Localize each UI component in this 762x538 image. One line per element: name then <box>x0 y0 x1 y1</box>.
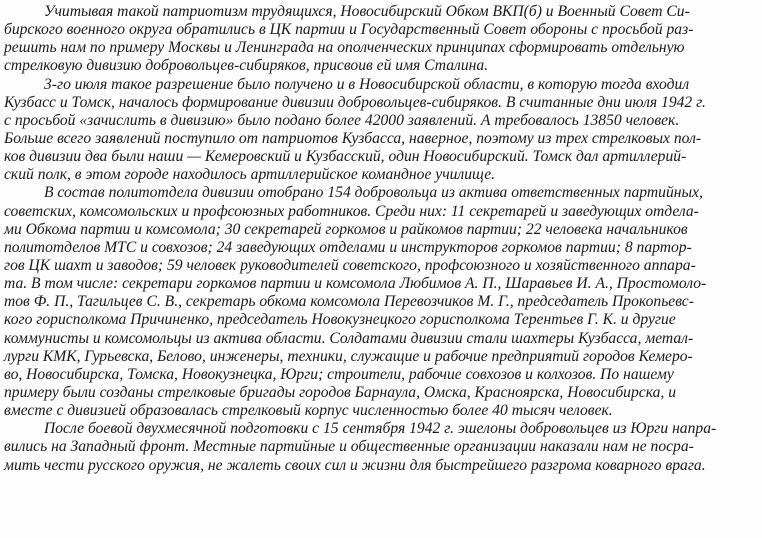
paragraph-appeal <box>4 3 758 76</box>
text-line: та. В том числе: секретари горкомов партии и комсомола Любимов А. П., Шаравьев И. А., Простомоло- <box>4 275 707 293</box>
text-line: 3-го июля такое разрешение было получено и в Новосибирской области, в которую тогда входил <box>44 75 690 93</box>
paragraph-departure <box>4 420 758 474</box>
text-line: вместе с дивизией образовалась стрелковый корпус численностью более 40 тысяч человек. <box>4 402 613 420</box>
text-line: кого горисполкома Причиненко, председатель Новокузнецкого горисполкома Терентьев Г. К. и другие <box>4 311 676 329</box>
text-line: ков дивизии два были наши — Кемеровский и Кузбасский, один Новосибирский. Томск дал артиллерий- <box>4 148 687 166</box>
text-line: лурги КМК, Гурьевска, Белово, инженеры, техники, служащие и рабочие предприятий городов Кемеро- <box>4 347 693 365</box>
text-line: Больше всего заявлений поступило от патриотов Кузбасса, наверное, поэтому из трех стрелковых пол- <box>4 129 702 147</box>
text-line: гов ЦК шахт и заводов; 59 человек руководителей советского, профсоюзного и хозяйственного аппара- <box>4 256 696 274</box>
paragraph-political-department <box>4 184 758 420</box>
paragraph-formation <box>4 76 758 185</box>
text-line: политотделов МТС и совхозов; 24 заведующих отделами и инструкторов горкомов партии; 8 партор- <box>4 238 692 256</box>
text-line: ский полк, в этом городе находилось артиллерийское командное училище. <box>4 166 496 184</box>
text-line: вились на Западный фронт. Местные партийные и общественные организации наказали нам не посра- <box>4 438 694 456</box>
document-body <box>4 3 758 475</box>
text-line: Учитывая такой патриотизм трудящихся, Новосибирский Обком ВКП(б) и Военный Совет Си- <box>44 3 690 20</box>
text-line: В состав политотдела дивизии отобрано 154 добровольца из актива ответственных партийных, <box>44 184 703 202</box>
text-line: стрелковую дивизию добровольцев-сибиряков, присвоив ей имя Сталина. <box>4 57 489 75</box>
text-line: решить нам по примеру Москвы и Ленинграда на ополченческих принципах сформировать отдельную <box>4 39 685 57</box>
text-line: бирского военного округа обратились в ЦК партии и Государственный Совет обороны с просьбой раз- <box>4 21 694 39</box>
text-line: во, Новосибирска, Томска, Новокузнецка, Юрги; строители, рабочие совхозов и колхозов. По нашему <box>4 365 674 383</box>
text-line: советских, комсомольских и профсоюзных работников. Среди них: 11 секретарей и заведующих отдела- <box>4 202 699 220</box>
text-line: примеру были созданы стрелковые бригады городов Барнаула, Омска, Красноярска, Новосибирска, и <box>4 383 676 401</box>
text-line: Кузбасс и Томск, началось формирование дивизии добровольцев-сибиряков. В считанные дни июля 1942 г. <box>4 93 706 111</box>
text-line: ми Обкома партии и комсомола; 30 секретарей горкомов и райкомов партии; 22 человека начальников <box>4 220 688 238</box>
text-line: тов Ф. П., Тагильцев С. В., секретарь обкома комсомола Перевозчиков М. Г., председатель Прокопьевс- <box>4 293 694 311</box>
text-line: После боевой двухмесячной подготовки с 15 сентября 1942 г. эшелоны добровольцев из Юрги напра- <box>44 420 717 438</box>
text-line: с просьбой «зачислить в дивизию» было подано более 42000 заявлений. А требовалось 13850 человек. <box>4 111 680 129</box>
text-line: мить чести русского оружия, не жалеть своих сил и жизни для быстрейшего разгрома коварного врага. <box>4 456 706 474</box>
text-line: коммунисты и комсомольцы из актива области. Солдатами дивизии стали шахтеры Кузбасса, метал- <box>4 329 694 347</box>
